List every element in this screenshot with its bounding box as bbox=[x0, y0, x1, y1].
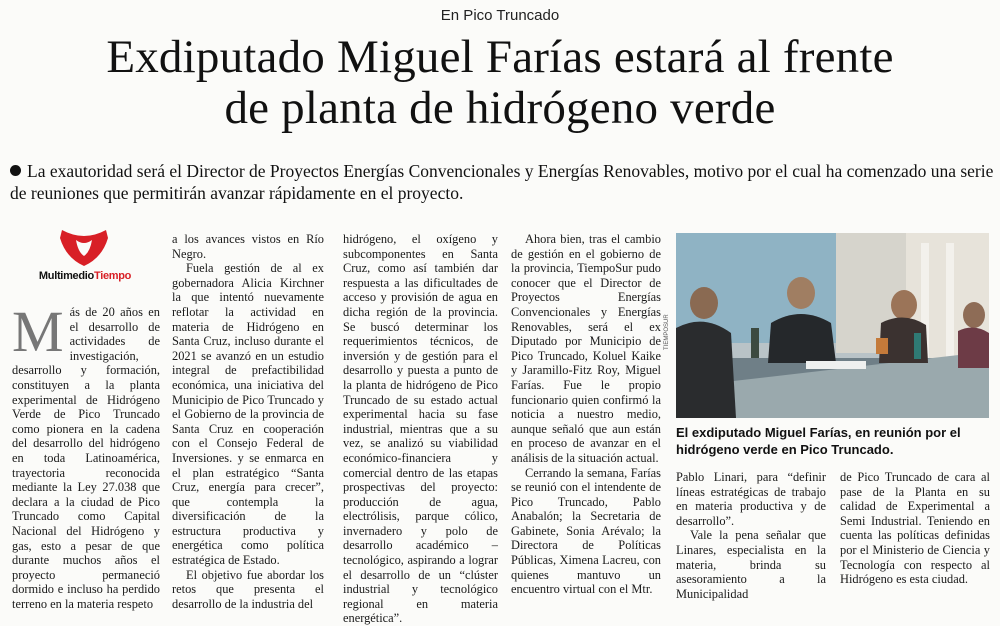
lead-paragraph bbox=[10, 160, 995, 204]
article-column-1 bbox=[12, 299, 160, 611]
column-1-paragraph-1: ás de 20 años en el desarrollo de actividades de investigación, desarrollo y formación, constituyen a la planta experimental de Hidrógeno Verde de Pico Truncado como pionera en la cadena del desarrollo del hidrógeno en toda Latinoamérica, trayectoria reconocida mediante la Ley 27.038 que declara a la ciudad de Pico Truncado como Capital Nacional del Hidrógeno y gas, esto a pesar de que durante muchos años el proyecto permaneció dormido e incluso ha perdido terreno en la materia respeto bbox=[12, 305, 160, 611]
column-5-paragraph-1: Pablo Linari, para “definir líneas estratégicas de trabajo en materia productiva y de desarrollo”. bbox=[676, 470, 826, 528]
column-6-paragraph-1: de Pico Truncado de cara al pase de la Planta en su calidad de Experimental a Semi Industrial. Teniendo en cuenta las políticas definidas por el Ministerio de Ciencia y Tecnología con respecto al Hidrógeno es esta ciudad. bbox=[840, 470, 990, 587]
logo-text-part1: Multimedio bbox=[38, 270, 94, 282]
headline-line-2: de planta de hidrógeno verde bbox=[224, 82, 776, 134]
column-2-paragraph-3: El objetivo fue abordar los retos que presenta el desarrollo de la industria del bbox=[172, 567, 324, 611]
article-column-5 bbox=[676, 470, 826, 601]
column-4-paragraph-1: Ahora bien, tras el cambio de gestión en el gobierno de la provincia, TiempoSur pudo conocer que el Director de Proyectos Energías Convencionales y Energías Renovables, será el ex Diputado por Municipio de Pico Truncado, Koluel Kaike y Jaramillo-Fitz Roy, Miguel Farías. Fue le propio funcionario quien confirmó la noticia a nuestro medio, aunque señaló que aun están en proceso de avanzar en el análisis de la situación actual. bbox=[511, 232, 661, 465]
column-2-paragraph-1: a los avances vistos en Río Negro. bbox=[172, 232, 324, 261]
section-kicker: En Pico Truncado bbox=[440, 7, 560, 24]
headline-line-1: Exdiputado Miguel Farías estará al frente bbox=[106, 31, 894, 83]
headline bbox=[10, 32, 990, 134]
lead-text: La exautoridad será el Director de Proyectos Energías Convencionales y Energías Renovables, motivo por el cual ha comenzado una serie de reuniones que permitirán avanzar rápidamente en el proyecto. bbox=[10, 161, 994, 203]
column-2-paragraph-2: Fuela gestión de al ex gobernadora Alicia Kirchner la que intentó nuevamente reflotar la actividad en materia de Hidrógeno en Santa Cruz, incluso durante el 2021 se avanzó en un estudio integral de prefactibilidad económica, una iniciativa del Municipio de Pico Truncado y el Gobierno de la provincia de Santa Cruz en cooperación con el Consejo Federal de Inversiones. y se enmarca en el plan estratégico “Santa Cruz, energía para crecer”, que contempla la diversificación de la estructura productiva y energética como política estratégica de Estado. bbox=[172, 261, 324, 568]
column-4-paragraph-2: Cerrando la semana, Farías se reunió con el intendente de Pico Truncado, Pablo Anabalón; la Secretaria de Gabinete, Sonia Arévalo; la Directora de Políticas Públicas, Ximena Lacreu, con quienes mantuvo un encuentro virtual con el Mtr. bbox=[511, 465, 661, 597]
meeting-photo-illustration bbox=[676, 233, 989, 418]
logo-text bbox=[30, 270, 140, 282]
logo-text-part2: Tiempo bbox=[93, 270, 132, 282]
column-3-paragraph-1: hidrógeno, el oxígeno y subcomponentes en Santa Cruz, como así también dar respuesta a las dificultades de acceso y provisión de agua en dicha región de la provincia. Se buscó determinar los requerimientos técnicos, de inversión y de gestión para el desarrollo y puesta a punto de la planta de hidrógeno de Pico Truncado de su estado actual experimental hacia su fase industrial, mientras que a su vez, se analizó su viabilidad económico-financiera y comercial dentro de las etapas prospectivas del proyecto: producción de agua, electrólisis, parque cólico, invernadero y polo de desarrollo académico – tecnológico, aspirando a lograr el desarrollo de un “clúster industrial y tecnológico regional en materia energética”. bbox=[343, 232, 498, 626]
article-column-2 bbox=[172, 232, 324, 611]
photo-credit: TIEMPOSUR bbox=[664, 314, 670, 350]
photo-caption: El exdiputado Miguel Farías, en reunión por el hidrógeno verde en Pico Truncado. bbox=[676, 425, 961, 457]
logo-mark-icon bbox=[58, 228, 110, 268]
meeting-photo bbox=[676, 233, 989, 418]
article-column-3 bbox=[343, 232, 498, 626]
drop-cap: M bbox=[12, 299, 64, 364]
article-column-6 bbox=[840, 470, 990, 587]
article-column-4 bbox=[511, 232, 661, 597]
bullet-icon bbox=[10, 165, 21, 176]
column-5-paragraph-2: Vale la pena señalar que Linares, especialista en la materia, brinda su asesoramiento a la Municipalidad bbox=[676, 528, 826, 601]
multimedio-tiempo-logo bbox=[30, 228, 140, 290]
